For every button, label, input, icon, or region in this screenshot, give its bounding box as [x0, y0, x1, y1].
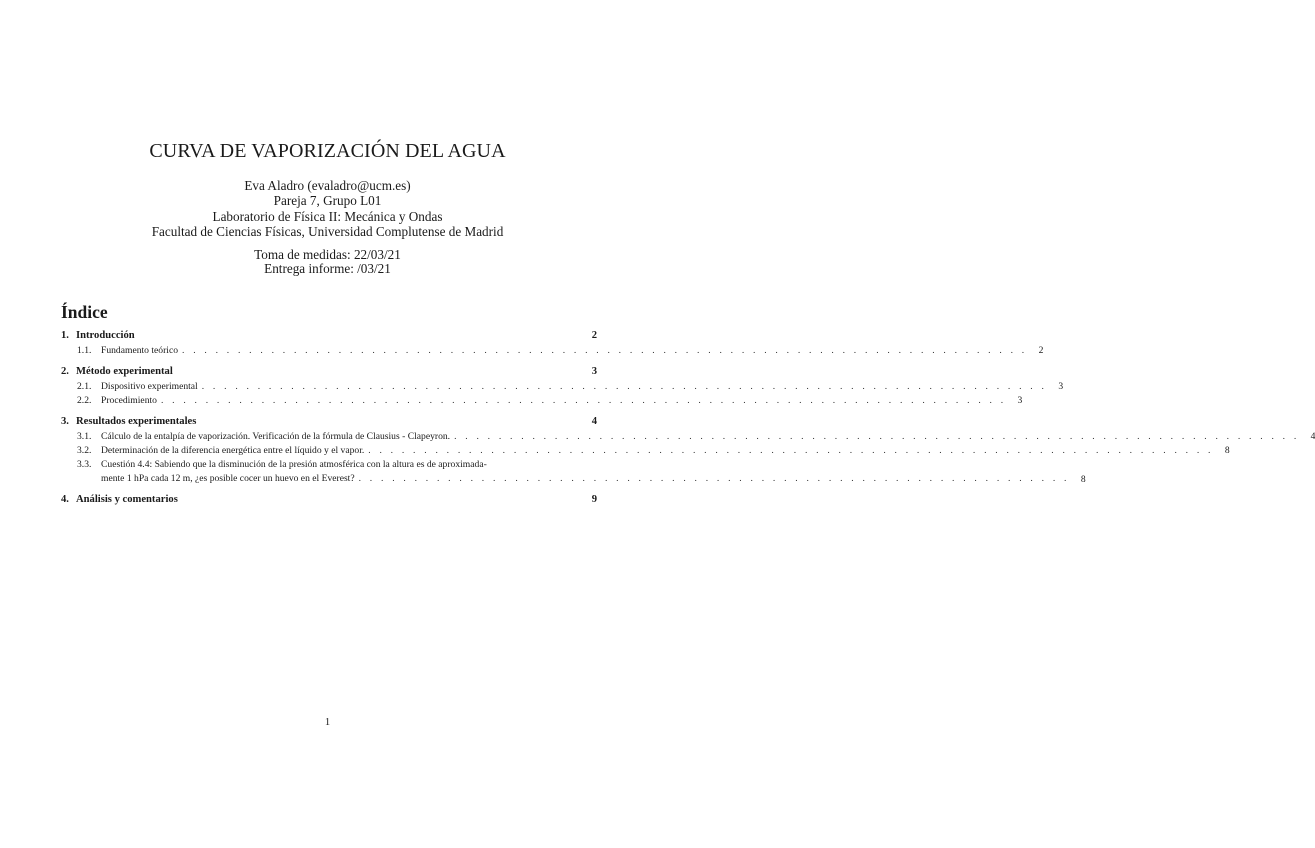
toc-subsection-number: 2.2. — [77, 395, 92, 406]
toc-subsection-cuestion-everest[interactable] — [61, 459, 1086, 487]
toc-subsection-title-block — [101, 459, 1076, 487]
toc-subsection-title-line1: Cuestión 4.4: Sabiendo que la disminución de la presión atmosférica con la altura es de aproximada- — [101, 459, 487, 470]
toc-subsection-title: Cálculo de la entalpía de vaporización. Verificación de la fórmula de Clausius - Clapeyron. — [101, 431, 451, 442]
toc-section-number: 3. — [61, 416, 69, 427]
toc-dot-leader: . . . . . . . . . . . . . . . . . . . . . . . . . . . . . . . . . . . . . . . . . . . . . . . . . . . . . . . . . . . . . . . . . . . . . . . . . . . . — [368, 445, 1214, 456]
toc-section-number: 4. — [61, 494, 69, 505]
author-block — [0, 178, 655, 239]
toc-subsection-number: 3.1. — [77, 431, 92, 442]
toc-section-page: 2 — [591, 330, 597, 341]
toc-section-page: 4 — [591, 416, 597, 427]
measurement-date: Toma de medidas: 22/03/21 — [254, 247, 401, 262]
toc-section-metodo-experimental[interactable] — [61, 366, 597, 381]
toc-subsection-page: 4 — [1310, 431, 1315, 442]
toc-subsection-number: 2.1. — [77, 381, 92, 392]
toc-dot-leader: . . . . . . . . . . . . . . . . . . . . . . . . . . . . . . . . . . . . . . . . . . . . . . . . . . . . . . . . . . . . . . . . . . . . . . . . . . . . — [182, 345, 1028, 356]
document-title: CURVA DE VAPORIZACIÓN DEL AGUA — [149, 140, 506, 162]
toc-subsection-title-line2: mente 1 hPa cada 12 m, ¿es posible cocer un huevo en el Everest? — [101, 473, 355, 484]
toc-subsection-dispositivo-experimental[interactable] — [61, 381, 1064, 395]
toc-subsection-fundamento-teorico[interactable] — [61, 345, 1044, 359]
toc-subsection-diferencia-energetica[interactable] — [61, 445, 1230, 459]
toc-section-title: Introducción — [76, 330, 135, 341]
toc-subsection-calculo-entalpia[interactable] — [61, 431, 1315, 445]
toc-section-title: Análisis y comentarios — [76, 494, 178, 505]
toc-subsection-page: 3 — [1017, 395, 1023, 406]
toc-section-analisis-comentarios[interactable] — [61, 494, 597, 509]
toc-section-number: 2. — [61, 366, 69, 377]
toc-subsection-title: Procedimiento — [101, 395, 157, 406]
toc-section-introduccion[interactable] — [61, 330, 597, 345]
delivery-date: Entrega informe: /03/21 — [264, 261, 391, 276]
dates-block — [0, 248, 655, 276]
author-name: Eva Aladro (evaladro@ucm.es) — [244, 178, 411, 193]
toc-section-page: 3 — [591, 366, 597, 377]
author-lab: Laboratorio de Física II: Mecánica y Ondas — [212, 208, 443, 224]
toc-subsection-title: Dispositivo experimental — [101, 381, 198, 392]
toc-section-title: Resultados experimentales — [76, 416, 197, 427]
toc-subsection-page: 8 — [1080, 474, 1086, 485]
toc-subsection-page: 3 — [1058, 381, 1064, 392]
toc-section-number: 1. — [61, 330, 69, 341]
page-number: 1 — [324, 717, 331, 728]
author-faculty: Facultad de Ciencias Físicas, Universidad Complutense de Madrid — [151, 223, 504, 239]
toc-subsection-title: Determinación de la diferencia energética entre el líquido y el vapor. — [101, 445, 365, 456]
table-of-contents — [61, 330, 1315, 509]
toc-heading: Índice — [61, 302, 108, 322]
toc-dot-leader: . . . . . . . . . . . . . . . . . . . . . . . . . . . . . . . . . . . . . . . . . . . . . . . . . . . . . . . . . . . . . . . . — [358, 473, 1070, 484]
toc-dot-leader: . . . . . . . . . . . . . . . . . . . . . . . . . . . . . . . . . . . . . . . . . . . . . . . . . . . . . . . . . . . . . . . . . . . . . . . . . . . . — [160, 395, 1007, 406]
toc-subsection-number: 1.1. — [77, 345, 92, 356]
toc-subsection-page: 2 — [1038, 345, 1044, 356]
toc-subsection-number: 3.3. — [77, 459, 92, 470]
toc-section-title: Método experimental — [76, 366, 173, 377]
toc-subsection-page: 8 — [1224, 445, 1230, 456]
toc-subsection-procedimiento[interactable] — [61, 395, 1023, 409]
toc-section-page: 9 — [591, 494, 597, 505]
toc-section-resultados-experimentales[interactable] — [61, 416, 597, 431]
toc-dot-leader: . . . . . . . . . . . . . . . . . . . . . . . . . . . . . . . . . . . . . . . . . . . . . . . . . . . . . . . . . . . . . . . . . . . . . . . . . . . . — [454, 431, 1300, 442]
toc-dot-leader: . . . . . . . . . . . . . . . . . . . . . . . . . . . . . . . . . . . . . . . . . . . . . . . . . . . . . . . . . . . . . . . . . . . . . . . . . . . . — [201, 381, 1048, 392]
toc-subsection-number: 3.2. — [77, 445, 92, 456]
author-group: Pareja 7, Grupo L01 — [273, 193, 382, 209]
toc-subsection-title: Fundamento teórico — [101, 345, 178, 356]
